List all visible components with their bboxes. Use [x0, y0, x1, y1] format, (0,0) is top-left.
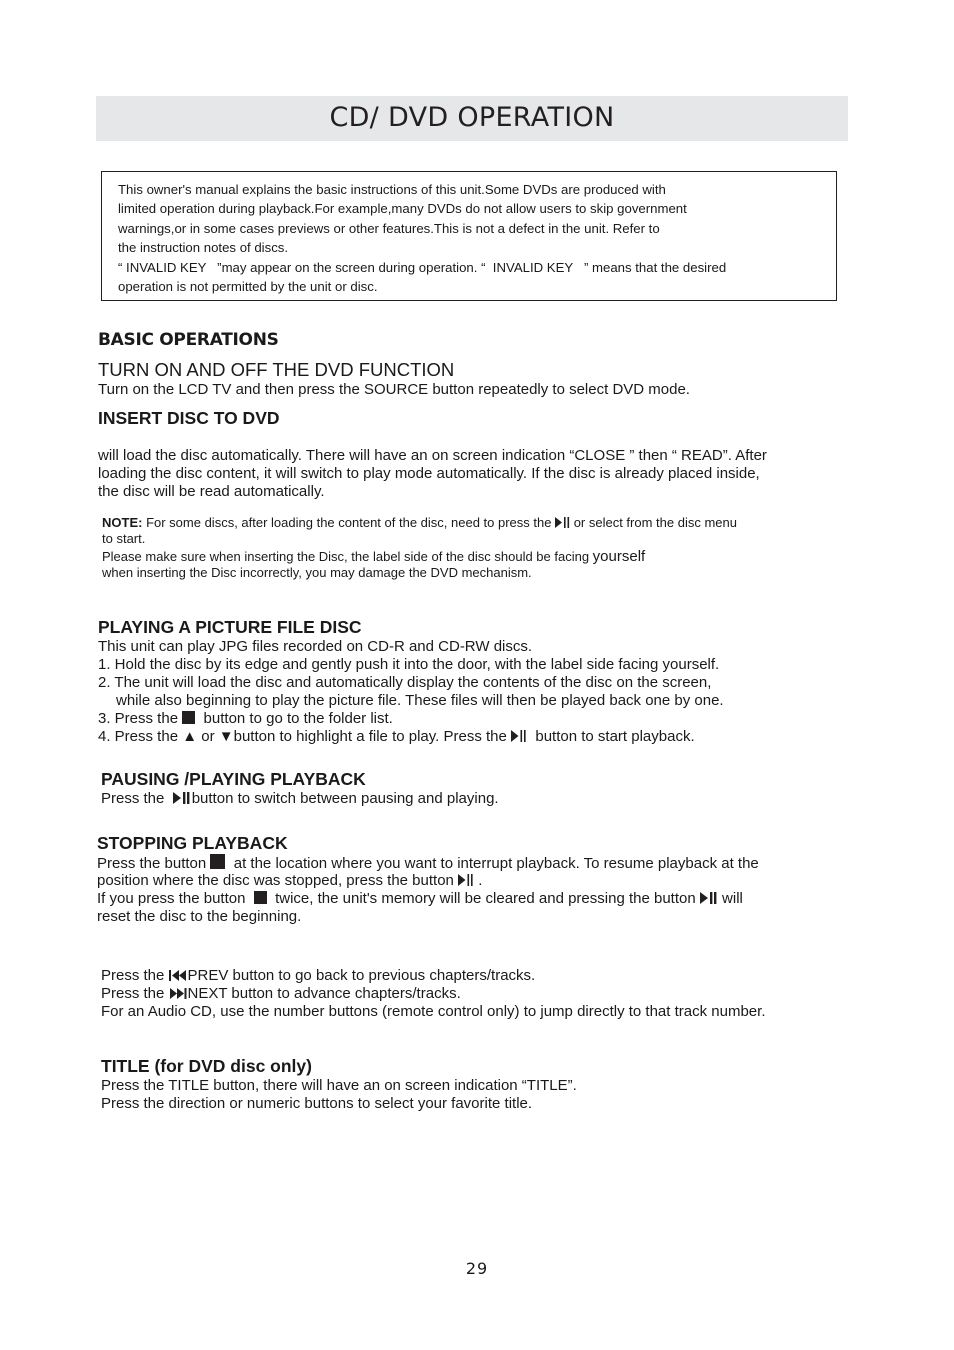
picture-step: while also beginning to play the picture file. These files will then be played back one by one. — [116, 692, 724, 709]
skip-text: NEXT button to advance chapters/tracks. — [187, 985, 461, 1002]
pausing-text — [101, 790, 499, 807]
skip-text: Press the — [101, 985, 169, 1002]
step-text: button to start playback. — [527, 728, 695, 745]
stop-icon — [210, 854, 225, 869]
title-line: Press the TITLE button, there will have an on screen indication “TITLE”. — [101, 1077, 577, 1094]
stopping-line — [97, 872, 482, 889]
note-label: NOTE: — [102, 515, 143, 530]
pausing-text-part: Press the — [101, 790, 173, 807]
stop-icon — [182, 711, 195, 724]
notice-line: This owner's manual explains the basic instructions of this unit.Some DVDs are produced with — [118, 182, 666, 197]
note-line: when inserting the Disc incorrectly, you may damage the DVD mechanism. — [102, 565, 532, 580]
notice-line: “ INVALID KEY ”may appear on the screen during operation. “ INVALID KEY ” means that the desired — [118, 260, 727, 275]
stopping-heading: STOPPING PLAYBACK — [97, 833, 288, 853]
note-line — [102, 548, 645, 565]
insert-line: the disc will be read automatically. — [98, 483, 325, 500]
step-text: button to highlight a file to play. Press the — [233, 728, 512, 745]
title-line: Press the direction or numeric buttons to select your favorite title. — [101, 1095, 533, 1112]
turn-on-heading: TURN ON AND OFF THE DVD FUNCTION — [98, 359, 455, 380]
stopping-line: reset the disc to the beginning. — [97, 908, 302, 925]
stopping-text: will — [717, 890, 743, 907]
skip-text: Press the — [101, 967, 169, 984]
stopping-text: Press the button — [97, 855, 211, 872]
picture-step — [98, 710, 393, 727]
stopping-text: twice, the unit's memory will be cleared and pressing the button — [266, 890, 700, 907]
notice-line: limited operation during playback.For example,many DVDs do not allow users to skip government — [118, 201, 687, 216]
notice-box — [101, 171, 837, 301]
note-line: to start. — [102, 531, 146, 546]
step-text: 3. Press the — [98, 710, 183, 727]
insert-disc-heading: INSERT DISC TO DVD — [98, 408, 280, 428]
basic-operations-heading: BASIC OPERATIONS — [98, 330, 279, 350]
page-number: 29 — [465, 1259, 489, 1278]
skip-line — [101, 985, 461, 1002]
up-arrow-icon: ▲ — [182, 728, 198, 745]
step-text: or — [197, 728, 219, 745]
skip-line: For an Audio CD, use the number buttons (remote control only) to jump directly to that track number. — [101, 1003, 766, 1020]
stopping-text: . — [474, 872, 483, 889]
picture-step: 2. The unit will load the disc and automatically display the contents of the disc on the screen, — [98, 674, 712, 691]
picture-intro: This unit can play JPG files recorded on CD-R and CD-RW discs. — [98, 638, 533, 655]
play-pause-icon — [555, 517, 570, 528]
play-pause-icon — [700, 892, 718, 904]
stop-icon — [254, 891, 267, 904]
stopping-line — [97, 854, 759, 872]
note-text: For some discs, after loading the content of the disc, need to press the — [142, 515, 556, 530]
turn-on-text: Turn on the LCD TV and then press the SOURCE button repeatedly to select DVD mode. — [98, 381, 690, 398]
down-arrow-icon: ▼ — [218, 728, 234, 745]
picture-step — [98, 728, 695, 745]
note-text: yourself — [592, 548, 646, 565]
notice-line: the instruction notes of discs. — [118, 240, 289, 255]
title-bar — [96, 96, 848, 141]
page-title: CD/ DVD OPERATION — [329, 102, 615, 133]
stopping-text: position where the disc was stopped, press the button — [97, 872, 459, 889]
notice-line: warnings,or in some cases previews or other features.This is not a defect in the unit. Refer to — [118, 221, 660, 236]
play-pause-icon — [173, 792, 192, 804]
skip-line — [101, 967, 535, 984]
notice-line: operation is not permitted by the unit or disc. — [118, 279, 378, 294]
next-icon — [169, 988, 188, 999]
note-line — [102, 515, 737, 530]
stopping-text: at the location where you want to interrupt playback. To resume playback at the — [225, 855, 759, 872]
stopping-text: If you press the button — [97, 890, 254, 907]
note-text: or select from the disc menu — [570, 515, 737, 530]
picture-step: 1. Hold the disc by its edge and gently push it into the door, with the label side facing yourself. — [98, 656, 720, 673]
step-text: button to go to the folder list. — [195, 710, 393, 727]
step-text: 4. Press the — [98, 728, 183, 745]
title-heading: TITLE (for DVD disc only) — [101, 1056, 312, 1076]
pausing-text-part: button to switch between pausing and playing. — [191, 790, 499, 807]
insert-line: will load the disc automatically. There will have an on screen indication “CLOSE ” then “ READ”. After — [98, 447, 767, 464]
picture-disc-heading: PLAYING A PICTURE FILE DISC — [98, 617, 362, 637]
pausing-heading: PAUSING /PLAYING PLAYBACK — [101, 769, 366, 789]
play-pause-icon — [458, 874, 474, 886]
stopping-line — [97, 890, 743, 907]
prev-icon — [169, 970, 188, 981]
play-pause-icon — [511, 730, 527, 742]
insert-line: loading the disc content, it will switch to play mode automatically. If the disc is already placed inside, — [98, 465, 760, 482]
note-text: Please make sure when inserting the Disc, the label side of the disc should be facing — [102, 549, 593, 564]
skip-text: PREV button to go back to previous chapters/tracks. — [187, 967, 536, 984]
